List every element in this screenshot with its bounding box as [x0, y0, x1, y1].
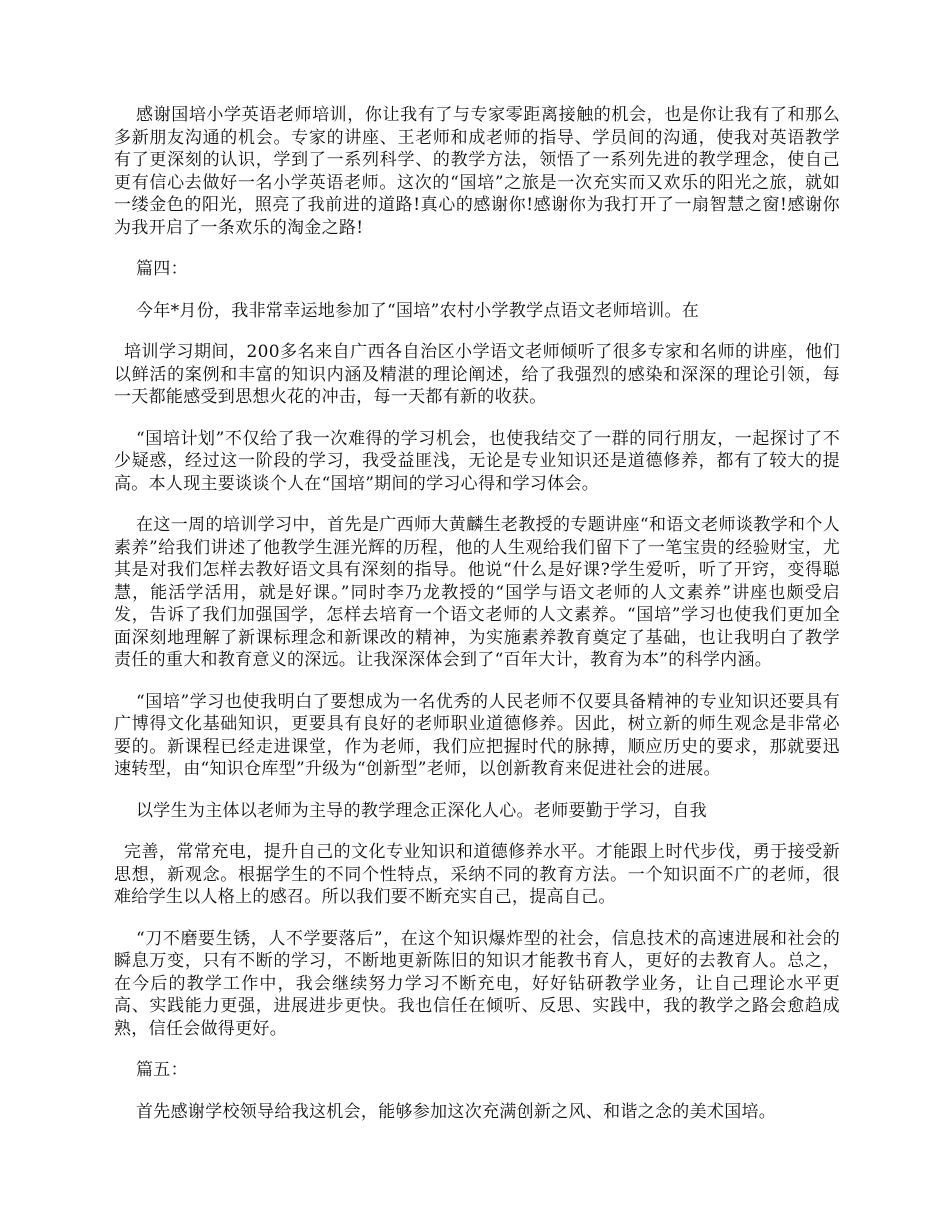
paragraph-training-intro: 今年*月份，我非常幸运地参加了“国培”农村小学教学点语文老师培训。在 [136, 300, 700, 321]
paragraph-teacher-qualities: “国培”学习也使我明白了要想成为一名优秀的人民老师不仅要具备精神的专业知识还要具有广博得文化基础知识，更要具有良好的老师职业道德修养。因此，树立新的师生观念是非常必要的。新课程已经走进课堂，作为老师，我们应把握时代的脉搏，顺应历史的要求，那就要迅速转型，由“知识仓库型”升级为“创新型”老师，以创新教育来促进社会的进展。 [114, 691, 840, 779]
paragraph-self-improvement: 完善，常常充电，提升自己的文化专业知识和道德修养水平。才能跟上时代步伐，勇于接受新思想，新观念。根据学生的不同个性特点，采纳不同的教育方法。一个知识面不广的老师，很难给学生以人格上的感召。所以我们要不断充实自己，提高自己。 [114, 842, 840, 907]
paragraph-lecture-summary: 在这一周的培训学习中，首先是广西师大黄麟生老教授的专题讲座“和语文老师谈教学和个人素养”给我们讲述了他教学生涯光辉的历程，他的人生观给我们留下了一笔宝贵的经验财宝，尤其是对我们怎样去教好语文具有深刻的指导。他说“什么是好课?学生爱听，听了开窍，变得聪慧，能活学活用，就是好课。”同时李乃龙教授的“国学与语文老师的人文素养”讲座也颇受启发，告诉了我们加强国学，怎样去培育一个语文老师的人文素养。“国培”学习也使我们更加全面深刻地理解了新课标理念和新课改的精神，为实施素养教育奠定了基础，也让我明白了教学责任的重大和教育意义的深远。让我深深体会到了“百年大计，教育为本”的科学内涵。 [114, 515, 840, 670]
paragraph-training-period: 培训学习期间，200多名来自广西各自治区小学语文老师倾听了很多专家和名师的讲座，他们以鲜活的案例和丰富的知识内涵及精湛的理论阐述，给了我强烈的感染和深深的理论引领，每一天都能感受到思想火花的冲击，每一天都有新的收获。 [114, 342, 840, 407]
section-heading-part-four: 篇四： [136, 259, 188, 279]
section-heading-part-five: 篇五： [136, 1060, 188, 1080]
paragraph-student-centered: 以学生为主体以老师为主导的教学理念正深化人心。老师要勤于学习，自我 [136, 800, 707, 821]
paragraph-art-training-thanks: 首先感谢学校领导给我这机会，能够参加这次充满创新之风、和谐之念的美术国培。 [136, 1101, 777, 1122]
paragraph-lifelong-learning: “刀不磨要生锈，人不学要落后”，在这个知识爆炸型的社会，信息技术的高速进展和社会的瞬息万变，只有不断的学习，不断地更新陈旧的知识才能教书育人，更好的去教育人。总之，在今后的教学工作中，我会继续努力学习不断充电，好好钻研教学业务，让自己理论水平更高、实践能力更强，进展进步更快。我也信任在倾听、反思、实践中，我的教学之路会愈趋成熟，信任会做得更好。 [114, 928, 840, 1039]
paragraph-guopei-plan: “国培计划”不仅给了我一次难得的学习机会，也使我结交了一群的同行朋友，一起探讨了不少疑惑，经过这一阶段的学习，我受益匪浅，无论是专业知识还是道德修养，都有了较大的提高。本人现主要谈谈个人在“国培”期间的学习心得和学习体会。 [114, 428, 840, 494]
document-body [114, 104, 840, 1142]
paragraph-gratitude-english-training: 感谢国培小学英语老师培训，你让我有了与专家零距离接触的机会，也是你让我有了和那么多新朋友沟通的机会。专家的讲座、王老师和成老师的指导、学员间的沟通，使我对英语教学有了更深刻的认识，学到了一系列科学、的教学方法，领悟了一系列先进的教学理念，使自己更有信心去做好一名小学英语老师。这次的“国培”之旅是一次充实而又欢乐的阳光之旅，就如一缕金色的阳光，照亮了我前进的道路!真心的感谢你!感谢你为我打开了一扇智慧之窗!感谢你为我开启了一条欢乐的淘金之路! [114, 105, 840, 238]
